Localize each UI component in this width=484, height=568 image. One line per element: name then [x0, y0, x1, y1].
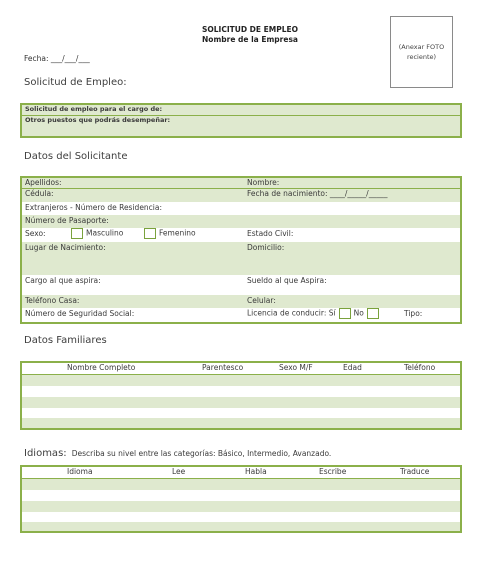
col-parentesco: Parentesco	[202, 363, 244, 372]
cedula-row[interactable]	[22, 189, 460, 202]
cargo-aspira-label: Cargo al que aspira:	[25, 276, 101, 285]
familiares-row[interactable]	[22, 397, 460, 408]
solicitud-box	[20, 103, 462, 138]
col-telefono: Teléfono	[404, 363, 436, 372]
photo-note-line1: (Anexar FOTO	[398, 43, 445, 51]
idiomas-row[interactable]	[22, 490, 460, 501]
sexo-label: Sexo:	[25, 229, 46, 238]
section-title-solicitante: Datos del Solicitante	[24, 151, 128, 162]
cedula-label: Cédula:	[25, 189, 54, 198]
lugar-nacimiento-row[interactable]	[22, 242, 460, 275]
familiares-row[interactable]	[22, 386, 460, 397]
estado-civil-label: Estado Civil:	[247, 229, 294, 238]
cargo-row[interactable]	[22, 105, 460, 116]
licencia-si-checkbox[interactable]	[339, 308, 351, 319]
idiomas-heading	[24, 441, 331, 460]
photo-note-line2: reciente)	[406, 53, 437, 61]
domicilio-label: Domicilio:	[247, 243, 285, 252]
idiomas-row[interactable]	[22, 501, 460, 512]
telefono-casa-label: Teléfono Casa:	[25, 296, 80, 305]
extranjeros-label: Extranjeros - Número de Residencia:	[25, 203, 163, 212]
otros-puestos-row[interactable]	[22, 116, 460, 136]
licencia-no-label: No	[353, 308, 364, 318]
sexo-row	[22, 228, 460, 242]
idiomas-table	[20, 465, 462, 533]
nombre-label: Nombre:	[247, 178, 280, 187]
fecha-field[interactable]: Fecha: ___/___/___	[24, 54, 90, 63]
idiomas-header-row	[22, 467, 460, 479]
photo-box[interactable]	[390, 16, 453, 88]
section-title-solicitud: Solicitud de Empleo:	[24, 77, 127, 88]
section-title-idiomas: Idiomas:	[24, 448, 67, 459]
familiares-table	[20, 361, 462, 430]
pasaporte-label: Número de Pasaporte:	[25, 216, 109, 225]
masculino-checkbox[interactable]	[71, 228, 83, 239]
pasaporte-row[interactable]	[22, 215, 460, 228]
apellidos-row[interactable]	[22, 178, 460, 189]
sueldo-label: Sueldo al que Aspira:	[247, 276, 327, 285]
col-traduce: Traduce	[400, 467, 430, 476]
telefono-row[interactable]	[22, 295, 460, 308]
cargo-aspira-row[interactable]	[22, 275, 460, 295]
section-title-familiares: Datos Familiares	[24, 335, 107, 346]
col-idioma: Idioma	[67, 467, 93, 476]
col-nombre-completo: Nombre Completo	[67, 363, 136, 372]
seguridad-social-label: Número de Seguridad Social:	[25, 309, 135, 318]
cargo-label: Solicitud de empleo para el cargo de:	[25, 105, 163, 113]
col-escribe: Escribe	[319, 467, 347, 476]
col-lee: Lee	[172, 467, 186, 476]
masculino-label: Masculino	[86, 228, 124, 238]
lugar-nacimiento-label: Lugar de Nacimiento:	[25, 243, 106, 252]
col-edad: Edad	[343, 363, 362, 372]
otros-puestos-label: Otros puestos que podrás desempeñar:	[25, 116, 171, 124]
licencia-label: Licencia de conducir: Sí	[247, 308, 336, 318]
form-title: SOLICITUD DE EMPLEO	[201, 25, 298, 34]
familiares-row[interactable]	[22, 418, 460, 428]
extranjeros-row[interactable]	[22, 202, 460, 215]
col-sexo: Sexo M/F	[279, 363, 313, 372]
fecha-nacimiento-label: Fecha de nacimiento: ____/_____/_____	[247, 189, 388, 198]
familiares-row[interactable]	[22, 408, 460, 418]
col-habla: Habla	[245, 467, 267, 476]
tipo-label: Tipo:	[404, 309, 423, 318]
familiares-header-row	[22, 363, 460, 375]
idiomas-row[interactable]	[22, 522, 460, 531]
apellidos-label: Apellidos:	[25, 178, 62, 187]
company-name: Nombre de la Empresa	[202, 35, 298, 44]
idiomas-row[interactable]	[22, 479, 460, 490]
idiomas-subtitle: Describa su nivel entre las categorías: Básico, Intermedio, Avanzado.	[71, 449, 332, 458]
femenino-label: Femenino	[159, 228, 196, 238]
celular-label: Celular:	[247, 296, 276, 305]
licencia-no-checkbox[interactable]	[367, 308, 379, 319]
femenino-checkbox[interactable]	[144, 228, 156, 239]
idiomas-row[interactable]	[22, 512, 460, 522]
seguridad-row	[22, 308, 460, 322]
solicitante-box	[20, 176, 462, 324]
familiares-row[interactable]	[22, 375, 460, 386]
